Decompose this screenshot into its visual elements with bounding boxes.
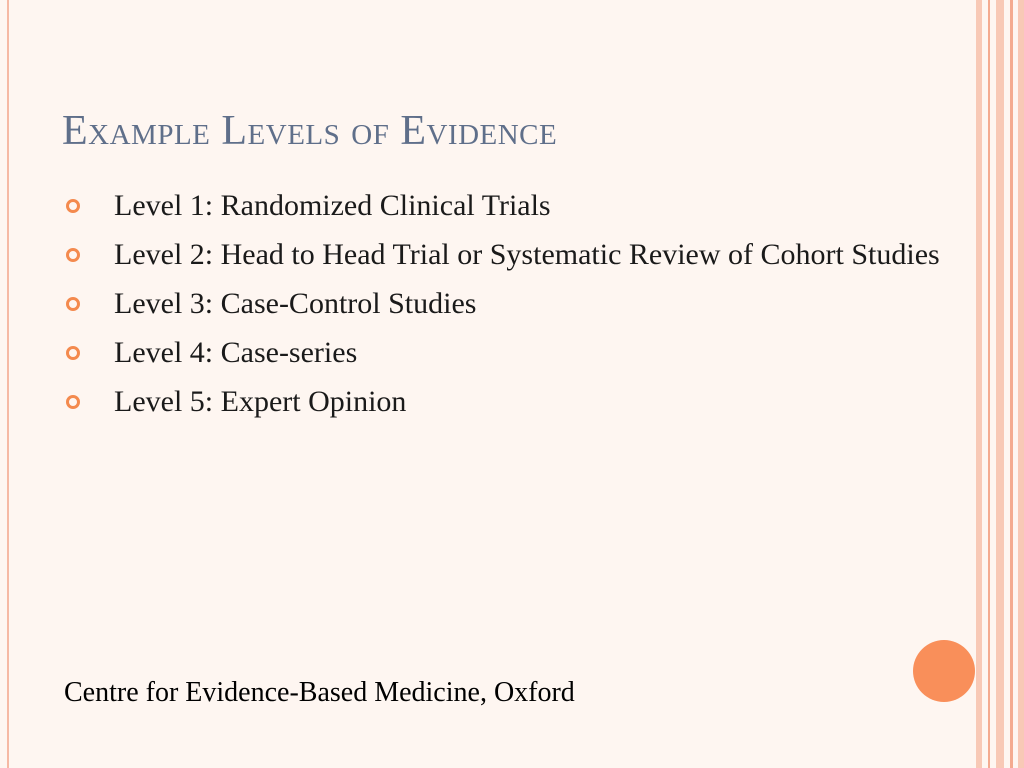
bullet-item-level-3: [66, 284, 966, 324]
stripe-2: [988, 0, 990, 768]
bullet-item-level-2: [66, 235, 966, 275]
bullet-item-level-1: [66, 186, 966, 226]
right-decorative-stripes: [976, 0, 1024, 768]
bullet-text: Level 1: Randomized Clinical Trials: [114, 189, 551, 222]
left-frame-line: [7, 0, 9, 768]
bullet-text: Level 3: Case-Control Studies: [114, 287, 477, 320]
bullet-text: Level 5: Expert Opinion: [114, 385, 407, 418]
bullet-item-level-5: [66, 382, 966, 422]
orange-circle-decoration: [913, 640, 975, 702]
bullet-icon: [66, 297, 80, 311]
bullet-list: [66, 186, 966, 431]
bullet-icon: [66, 346, 80, 360]
bullet-text: Level 4: Case-series: [114, 336, 358, 369]
bullet-icon: [66, 248, 80, 262]
stripe-4: [1010, 0, 1013, 768]
stripe-5: [1018, 0, 1024, 768]
bullet-text: Level 2: Head to Head Trial or Systematic Review of Cohort Studies: [114, 238, 940, 271]
source-citation: Centre for Evidence-Based Medicine, Oxford: [64, 677, 575, 708]
bullet-icon: [66, 395, 80, 409]
bullet-item-level-4: [66, 333, 966, 373]
bullet-icon: [66, 199, 80, 213]
stripe-1: [976, 0, 982, 768]
slide-title: Example Levels of Evidence: [62, 108, 558, 154]
stripe-3: [996, 0, 1004, 768]
